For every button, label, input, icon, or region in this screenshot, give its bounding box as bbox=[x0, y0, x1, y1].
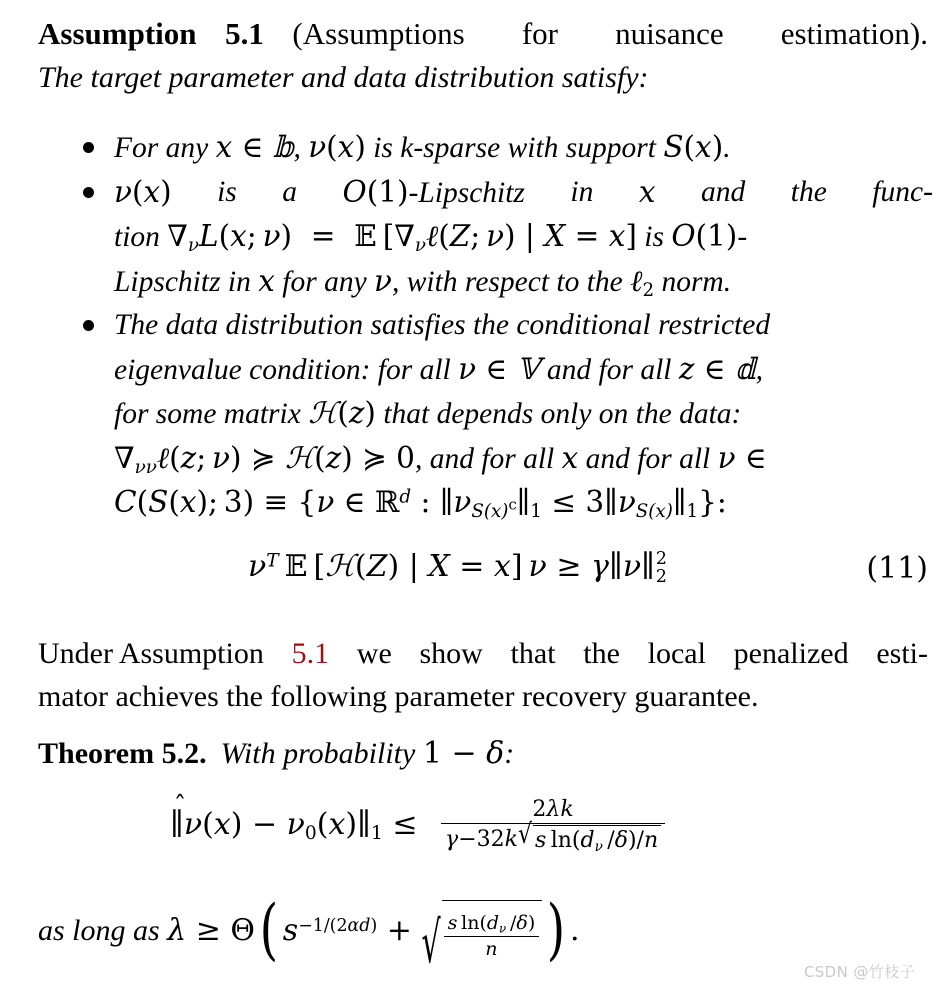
bullet-icon bbox=[83, 320, 94, 331]
theorem-heading bbox=[38, 733, 514, 775]
assumption-title: (Assumptions for nuisance estimation). bbox=[263, 16, 929, 51]
equation-number: (11) bbox=[866, 551, 928, 586]
bullet-line: For any x ∈ 𝕓, ν(x) is k-sparse with support S(x). bbox=[114, 130, 731, 164]
assumption-heading bbox=[38, 12, 928, 56]
equation-11-body: $\nu^T$ 𝔼 [ℋ(Z) | X = x] ν ≥ γ∥ν∥ 2 2 bbox=[248, 549, 667, 588]
tail-period: . bbox=[570, 912, 580, 948]
list-item bbox=[78, 304, 933, 526]
paragraph-line1-word-show: show bbox=[419, 637, 483, 670]
list-item bbox=[78, 126, 933, 171]
tail-condition-line bbox=[38, 891, 580, 978]
paragraph-line1-word-the: the bbox=[583, 637, 620, 670]
assumption-label: Assumption 5.1 bbox=[38, 16, 264, 51]
paragraph-line1-word-esti: esti- bbox=[876, 637, 928, 670]
fraction-denominator: n bbox=[485, 938, 498, 960]
bound-fraction bbox=[441, 796, 665, 853]
paragraph-line1-word-penalized: penalized bbox=[733, 637, 849, 670]
tail-plus: + bbox=[377, 912, 422, 948]
bound-equation bbox=[170, 796, 665, 853]
csdn-watermark: CSDN @竹枝子 bbox=[803, 963, 915, 981]
tail-prefix: as long as λ ≥ Θ bbox=[38, 912, 256, 948]
bullet-line: C(S(x); 3) ≡ {ν ∈ ℝ$^d$ : $\parallel\nu_{S(x)^c}\parallel_1$ ≤ $3\parallel\nu_{S(x)}\parallel_1$}: bbox=[114, 485, 727, 523]
tail-term1: $s^{-1/(2\alpha d)}$ bbox=[282, 912, 378, 948]
fraction-denominator: γ −32 k √ s $\ln(d_\nu$ /δ)/n bbox=[441, 824, 665, 853]
bullet-icon bbox=[83, 187, 94, 198]
assumption-intro bbox=[38, 57, 928, 99]
paragraph-line1-word-we: we bbox=[356, 637, 392, 670]
paragraph-line: mator achieves the following parameter recovery guarantee. bbox=[38, 680, 759, 713]
theorem-label: Theorem 5.2. bbox=[38, 737, 207, 770]
bullet-line: for some matrix ℋ(z) that depends only on the data: bbox=[114, 396, 742, 430]
assumption-reference-link[interactable]: 5.1 bbox=[291, 637, 330, 670]
radicand: s $\ln(d_\nu$ /δ)/n bbox=[533, 825, 661, 853]
bullet-line: Lipschitz in x for any ν, with respect to the ℓ$_2$ norm. bbox=[114, 263, 732, 301]
square-root bbox=[421, 900, 542, 978]
paragraph-line1-before: Under Assumption bbox=[38, 637, 264, 670]
theorem-statement: With probability 1 − δ: bbox=[220, 736, 515, 771]
bullet-line: tion $\nabla_\nu L(x$; ν) = 𝔼 [$\nabla_\nu\ell(Z$; ν) | X = x] is O(1)- bbox=[114, 219, 748, 257]
bullet-icon bbox=[83, 142, 94, 153]
radical-sign: √ bbox=[421, 910, 441, 978]
assumption-bullet-list bbox=[78, 126, 933, 526]
bound-lhs: ∥ν $(x) - \nu_0(x)\parallel_1$ bbox=[170, 807, 383, 845]
radicand-fraction bbox=[444, 912, 540, 960]
assumption-intro-text: The target parameter and data distribution satisfy: bbox=[38, 61, 649, 94]
paragraph-under-assumption bbox=[38, 632, 928, 718]
bullet-line: The data distribution satisfies the conditional restricted bbox=[114, 309, 771, 341]
list-item bbox=[78, 171, 933, 305]
square-root bbox=[517, 819, 661, 855]
bullet-line: ν(x) is a O(1)-Lipschitz in x and the func- bbox=[114, 174, 933, 209]
right-paren-glyph: ) bbox=[546, 891, 566, 969]
radical-sign: √ bbox=[517, 819, 532, 851]
radicand bbox=[442, 900, 543, 960]
bullet-line: eigenvalue condition: for all ν ∈ 𝕍 and for all z ∈ 𝕕, bbox=[114, 351, 763, 386]
fraction-numerator: 2λk bbox=[532, 797, 574, 822]
paragraph-line1-word-local: local bbox=[647, 637, 706, 670]
bullet-line: $\nabla_{\nu\nu}\ell(z$; ν) ≽ ℋ(z) ≽ 0, and for all x and for all ν ∈ bbox=[114, 440, 767, 478]
paragraph-line1-word-that: that bbox=[510, 637, 556, 670]
bound-relation: ≤ bbox=[382, 807, 428, 842]
paragraph-line bbox=[38, 632, 928, 675]
left-paren-glyph: ( bbox=[259, 891, 279, 969]
fraction-numerator: s $\ln(d_\nu$ /δ) bbox=[447, 912, 536, 936]
